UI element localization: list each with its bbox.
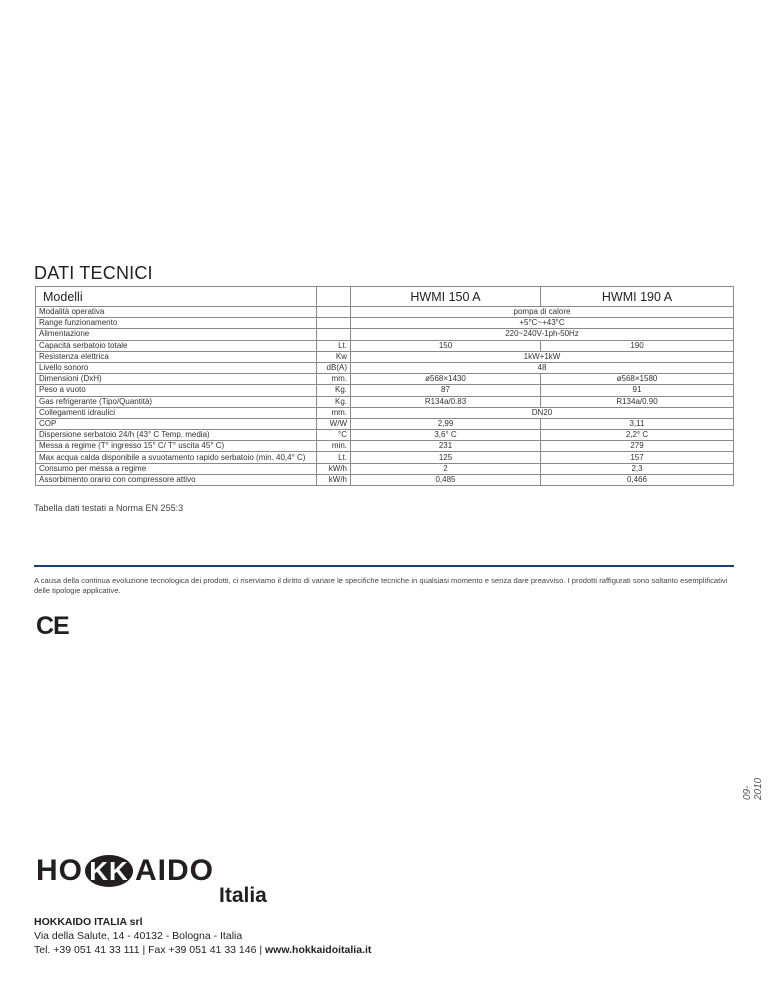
- company-logo: [36, 854, 286, 910]
- table-row: [36, 374, 734, 385]
- row-label: Range funzionamento: [36, 318, 317, 329]
- row-label: Resistenza elettrica: [36, 351, 317, 362]
- row-value-190: 3,11: [541, 418, 734, 429]
- row-unit: °C: [317, 430, 351, 441]
- table-row: [36, 452, 734, 463]
- row-value-150: 231: [351, 441, 541, 452]
- row-unit: [317, 318, 351, 329]
- row-label: Assorbimento orario con compressore attivo: [36, 474, 317, 485]
- logo-kk-badge: KK: [85, 855, 133, 887]
- row-label: Gas refrigerante (Tipo/Quantità): [36, 396, 317, 407]
- logo-text-post: AIDO: [135, 854, 214, 887]
- row-label: Livello sonoro: [36, 362, 317, 373]
- row-unit: Lt.: [317, 340, 351, 351]
- row-value-shared: +5°C~+43°C: [351, 318, 734, 329]
- header-unit: [317, 287, 351, 307]
- row-value-150: 125: [351, 452, 541, 463]
- row-value-shared: pompa di calore: [351, 307, 734, 318]
- table-row: [36, 385, 734, 396]
- table-row: [36, 318, 734, 329]
- row-value-150: 87: [351, 385, 541, 396]
- row-unit: [317, 307, 351, 318]
- row-label: Peso a vuoto: [36, 385, 317, 396]
- row-unit: W/W: [317, 418, 351, 429]
- row-value-190: 157: [541, 452, 734, 463]
- company-info: [34, 915, 371, 957]
- row-value-190: 2,3: [541, 463, 734, 474]
- header-models-label: Modelli: [36, 287, 317, 307]
- row-value-shared: 220~240V-1ph-50Hz: [351, 329, 734, 340]
- spec-table: [35, 286, 734, 486]
- table-row: [36, 441, 734, 452]
- logo-wordmark: [36, 854, 214, 888]
- row-value-190: ø568×1580: [541, 374, 734, 385]
- header-model-190: HWMI 190 A: [541, 287, 734, 307]
- row-unit: min.: [317, 441, 351, 452]
- row-unit: mm.: [317, 374, 351, 385]
- row-label: COP: [36, 418, 317, 429]
- table-row: [36, 463, 734, 474]
- company-contacts: Tel. +39 051 41 33 111 | Fax +39 051 41 33 146 |: [34, 944, 265, 956]
- row-label: Dimensioni (DxH): [36, 374, 317, 385]
- table-row: [36, 407, 734, 418]
- table-row: [36, 396, 734, 407]
- row-label: Capacità serbatoio totale: [36, 340, 317, 351]
- row-value-190: R134a/0.90: [541, 396, 734, 407]
- row-unit: Kw: [317, 351, 351, 362]
- row-unit: Lt.: [317, 452, 351, 463]
- row-value-shared: 48: [351, 362, 734, 373]
- row-value-190: 0,466: [541, 474, 734, 485]
- row-value-190: 2,2° C: [541, 430, 734, 441]
- row-label: Alimentazione: [36, 329, 317, 340]
- company-address: Via della Salute, 14 - 40132 - Bologna - Italia: [34, 930, 243, 942]
- row-unit: Kg.: [317, 396, 351, 407]
- company-name: HOKKAIDO ITALIA srl: [34, 916, 143, 928]
- spec-table-body: [36, 307, 734, 486]
- section-title: DATI TECNICI: [34, 263, 153, 283]
- row-label: Modalità operativa: [36, 307, 317, 318]
- table-row: [36, 329, 734, 340]
- row-label: Dispersione serbatoio 24/h (43° C Temp. media): [36, 430, 317, 441]
- row-value-150: 3,6° C: [351, 430, 541, 441]
- row-unit: Kg.: [317, 385, 351, 396]
- row-unit: kW/h: [317, 474, 351, 485]
- divider: [34, 565, 734, 567]
- logo-subtitle: Italia: [219, 884, 267, 907]
- row-label: Collegamenti idraulici: [36, 407, 317, 418]
- company-website-link[interactable]: www.hokkaidoitalia.it: [265, 944, 372, 956]
- row-label: Consumo per messa a regime: [36, 463, 317, 474]
- row-value-150: 2,99: [351, 418, 541, 429]
- company-contacts-line: [34, 943, 371, 957]
- row-value-150: 0,485: [351, 474, 541, 485]
- table-row: [36, 307, 734, 318]
- row-value-190: 279: [541, 441, 734, 452]
- row-label: Max acqua calda disponibile a svuotamento rapido serbatoio (min. 40,4° C): [36, 452, 317, 463]
- row-value-150: 2: [351, 463, 541, 474]
- header-model-150: HWMI 150 A: [351, 287, 541, 307]
- row-value-190: 91: [541, 385, 734, 396]
- row-unit: dB(A): [317, 362, 351, 373]
- table-row: [36, 340, 734, 351]
- row-value-150: ø568×1430: [351, 374, 541, 385]
- row-value-150: 150: [351, 340, 541, 351]
- table-row: [36, 351, 734, 362]
- table-header-row: [36, 287, 734, 307]
- row-unit: mm.: [317, 407, 351, 418]
- date-code: 09-2010: [742, 777, 764, 800]
- table-row: [36, 418, 734, 429]
- row-value-190: 190: [541, 340, 734, 351]
- logo-text-pre: HO: [36, 854, 83, 887]
- row-label: Messa a regime (T° ingresso 15° C/ T° uscita 45° C): [36, 441, 317, 452]
- ce-mark-icon: CE: [36, 612, 69, 640]
- table-row: [36, 430, 734, 441]
- row-value-150: R134a/0.83: [351, 396, 541, 407]
- row-unit: [317, 329, 351, 340]
- table-row: [36, 474, 734, 485]
- row-unit: kW/h: [317, 463, 351, 474]
- table-note: Tabella dati testati a Norma EN 255:3: [34, 503, 184, 513]
- row-value-shared: DN20: [351, 407, 734, 418]
- table-row: [36, 362, 734, 373]
- disclaimer: A causa della continua evoluzione tecnologica dei prodotti, ci riserviamo il diritto di variare le specifiche tecniche in qualsiasi momento e senza dare preavviso. I prodotti raffigurati sono soltanto esemplificativi delle tipologie applicative.: [34, 576, 728, 595]
- row-value-shared: 1kW+1kW: [351, 351, 734, 362]
